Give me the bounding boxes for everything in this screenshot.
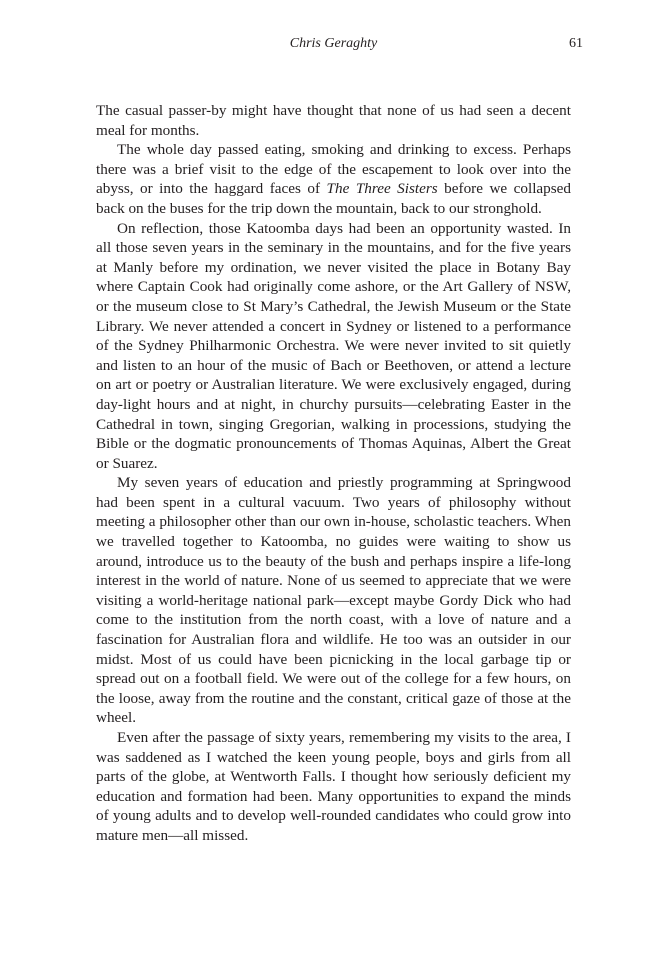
paragraph-4: My seven years of education and priestly programming at Springwood had been spent in a cultural vacuum. Two years of philosophy without meeting a philosopher other than our own in-house, scholastic teachers. When we travelled together to Katoomba, no guides were waiting to show us around, introduce us to the beauty of the bush and perhaps inspire a life-long interest in the world of nature. None of us seemed to appreciate that we were visiting a world-heritage national park—except maybe Gordy Dick who had come to the institution from the north coast, with a love of nature and a fascination for Australian flora and wildlife. He too was an outsider in our midst. Most of us could have been picnicking in the local garbage tip or spread out on a football field. We were out of the college for a few hours, on the loose, away from the routine and the constant, critical gaze of those at the wheel.	[96, 474, 571, 727]
paragraph-3: On reflection, those Katoomba days had been an opportunity wasted. In all those seven years in the seminary in the mountains, and for the five years at Manly before my ordination, we never visited the place in Botany Bay where Captain Cook had originally come ashore, or the Art Gallery of NSW, or the museum close to St Mary’s Cathedral, the Jewish Museum or the State Library. We never attended a concert in Sydney or listened to a performance of the Sydney Philharmonic Orchestra. We were never invited to sit quietly and listen to an hour of the music of Bach or Beethoven, or attend a lecture on art or poetry or Australian literature. We were exclusively engaged, during day-light hours and at night, in churchy pursuits—celebrating Easter in the Cathedral in town, singing Gregorian, walking in processions, studying the Bible or the dogmatic pronouncements of Thomas Aquinas, Albert the Great or Suarez.	[96, 219, 571, 472]
paragraph-2-text-before: The whole day passed eating, smoking and drinking to excess. Perhaps there was a brief visit to the edge of the escapement to look over into the abyss, or into the haggard faces of	[96, 141, 571, 198]
paragraph-2-text-after: before we collapsed back on the buses for the trip down the mountain, back to our stronghold.	[96, 180, 571, 217]
paragraph-2	[96, 140, 571, 218]
paragraph-5: Even after the passage of sixty years, remembering my visits to the area, I was saddened as I watched the keen young people, boys and girls from all parts of the globe, at Wentworth Falls. I thought how seriously deficient my education and formation had been. Many opportunities to expand the minds of young adults and to develop well-rounded candidates who could grow into mature men—all missed.	[96, 729, 571, 844]
paragraph-2-italic-title: The Three Sisters	[326, 180, 438, 198]
running-head-author: Chris Geraghty	[289, 36, 378, 51]
paragraph-1: The casual passer-by might have thought that none of us had seen a decent meal for months.	[96, 102, 571, 139]
body-text	[96, 101, 571, 846]
running-head	[96, 36, 583, 56]
page-number: 61	[569, 36, 583, 51]
